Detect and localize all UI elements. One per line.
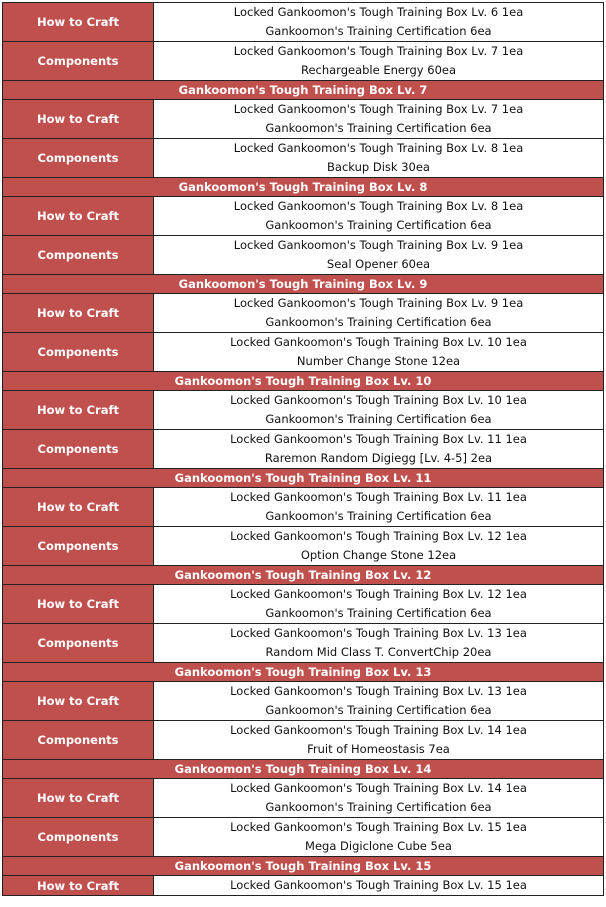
- components-value-cell: [154, 139, 604, 178]
- components-value-cell: [154, 430, 604, 469]
- components-row: [3, 236, 604, 275]
- component-line: Locked Gankoomon's Tough Training Box Lv. 10 1ea: [230, 335, 527, 349]
- craft-line: Locked Gankoomon's Tough Training Box Lv. 12 1ea: [230, 587, 527, 601]
- crafting-table-container: [2, 2, 604, 896]
- component-line: Random Mid Class T. ConvertChip 20ea: [265, 645, 492, 659]
- components-row: [3, 818, 604, 857]
- section-title: Gankoomon's Tough Training Box Lv. 13: [3, 663, 604, 682]
- section-header-row: [3, 178, 604, 197]
- section-header-row: [3, 663, 604, 682]
- components-label: Components: [3, 721, 154, 760]
- section-header-row: [3, 566, 604, 585]
- components-value-cell: [154, 818, 604, 857]
- section-header-row: [3, 469, 604, 488]
- component-line: Raremon Random Digiegg [Lv. 4-5] 2ea: [264, 451, 493, 465]
- section-header-row: [3, 857, 604, 876]
- components-value-cell: [154, 236, 604, 275]
- craft-line: Gankoomon's Training Certification 6ea: [265, 24, 492, 38]
- craft-line: Gankoomon's Training Certification 6ea: [265, 218, 492, 232]
- component-line: Locked Gankoomon's Tough Training Box Lv. 13 1ea: [230, 626, 527, 640]
- craft-row: [3, 391, 604, 430]
- craft-row: [3, 585, 604, 624]
- how-to-craft-label: How to Craft: [3, 876, 154, 896]
- craft-line: Gankoomon's Training Certification 6ea: [265, 606, 492, 620]
- section-title: Gankoomon's Tough Training Box Lv. 10: [3, 372, 604, 391]
- component-line: Locked Gankoomon's Tough Training Box Lv. 14 1ea: [230, 723, 527, 737]
- craft-value-cell: [154, 100, 604, 139]
- section-header-row: [3, 81, 604, 100]
- components-label: Components: [3, 333, 154, 372]
- how-to-craft-label: How to Craft: [3, 391, 154, 430]
- component-line: Locked Gankoomon's Tough Training Box Lv. 7 1ea: [233, 44, 524, 58]
- how-to-craft-label: How to Craft: [3, 488, 154, 527]
- craft-line: Locked Gankoomon's Tough Training Box Lv. 15 1ea: [230, 878, 527, 892]
- section-title: Gankoomon's Tough Training Box Lv. 11: [3, 469, 604, 488]
- component-line: Rechargeable Energy 60ea: [300, 63, 457, 77]
- section-header-row: [3, 275, 604, 294]
- components-label: Components: [3, 527, 154, 566]
- components-row: [3, 430, 604, 469]
- craft-row: [3, 100, 604, 139]
- craft-value-cell: [154, 682, 604, 721]
- section-title: Gankoomon's Tough Training Box Lv. 7: [3, 81, 604, 100]
- component-line: Seal Opener 60ea: [326, 257, 431, 271]
- craft-value-cell: [154, 294, 604, 333]
- craft-line: Locked Gankoomon's Tough Training Box Lv. 13 1ea: [230, 684, 527, 698]
- craft-row: [3, 682, 604, 721]
- components-row: [3, 624, 604, 663]
- craft-line: Gankoomon's Training Certification 6ea: [265, 412, 492, 426]
- craft-value-cell: [154, 3, 604, 42]
- component-line: Fruit of Homeostasis 7ea: [307, 742, 450, 756]
- section-title: Gankoomon's Tough Training Box Lv. 15: [3, 857, 604, 876]
- craft-line: Gankoomon's Training Certification 6ea: [265, 509, 492, 523]
- components-row: [3, 139, 604, 178]
- how-to-craft-label: How to Craft: [3, 3, 154, 42]
- how-to-craft-label: How to Craft: [3, 682, 154, 721]
- components-row: [3, 42, 604, 81]
- craft-line: Gankoomon's Training Certification 6ea: [265, 315, 492, 329]
- components-value-cell: [154, 42, 604, 81]
- components-value-cell: [154, 624, 604, 663]
- craft-value-cell: [154, 197, 604, 236]
- how-to-craft-label: How to Craft: [3, 779, 154, 818]
- craft-line: Locked Gankoomon's Tough Training Box Lv. 14 1ea: [230, 781, 527, 795]
- component-line: Backup Disk 30ea: [327, 160, 430, 174]
- components-row: [3, 527, 604, 566]
- components-label: Components: [3, 624, 154, 663]
- components-label: Components: [3, 236, 154, 275]
- craft-line: Locked Gankoomon's Tough Training Box Lv. 10 1ea: [230, 393, 527, 407]
- craft-value-cell: [154, 876, 604, 896]
- how-to-craft-label: How to Craft: [3, 197, 154, 236]
- craft-row: [3, 779, 604, 818]
- section-title: Gankoomon's Tough Training Box Lv. 14: [3, 760, 604, 779]
- section-header-row: [3, 760, 604, 779]
- how-to-craft-label: How to Craft: [3, 294, 154, 333]
- section-title: Gankoomon's Tough Training Box Lv. 8: [3, 178, 604, 197]
- craft-row: [3, 488, 604, 527]
- craft-row: [3, 294, 604, 333]
- craft-row: [3, 3, 604, 42]
- component-line: Locked Gankoomon's Tough Training Box Lv. 11 1ea: [230, 432, 527, 446]
- craft-line: Locked Gankoomon's Tough Training Box Lv. 11 1ea: [230, 490, 527, 504]
- craft-line: Locked Gankoomon's Tough Training Box Lv. 7 1ea: [233, 102, 524, 116]
- component-line: Locked Gankoomon's Tough Training Box Lv. 8 1ea: [233, 141, 524, 155]
- components-value-cell: [154, 527, 604, 566]
- section-title: Gankoomon's Tough Training Box Lv. 9: [3, 275, 604, 294]
- component-line: Option Change Stone 12ea: [300, 548, 457, 562]
- section-title: Gankoomon's Tough Training Box Lv. 12: [3, 566, 604, 585]
- craft-value-cell: [154, 391, 604, 430]
- components-value-cell: [154, 333, 604, 372]
- component-line: Locked Gankoomon's Tough Training Box Lv. 15 1ea: [230, 820, 527, 834]
- section-header-row: [3, 372, 604, 391]
- craft-line: Locked Gankoomon's Tough Training Box Lv. 9 1ea: [233, 296, 524, 310]
- how-to-craft-label: How to Craft: [3, 100, 154, 139]
- components-label: Components: [3, 818, 154, 857]
- craft-line: Gankoomon's Training Certification 6ea: [265, 121, 492, 135]
- components-row: [3, 721, 604, 760]
- component-line: Number Change Stone 12ea: [296, 354, 461, 368]
- craft-value-cell: [154, 779, 604, 818]
- components-row: [3, 333, 604, 372]
- how-to-craft-label: How to Craft: [3, 585, 154, 624]
- craft-row: [3, 197, 604, 236]
- components-value-cell: [154, 721, 604, 760]
- craft-value-cell: [154, 585, 604, 624]
- components-label: Components: [3, 139, 154, 178]
- craft-value-cell: [154, 488, 604, 527]
- component-line: Locked Gankoomon's Tough Training Box Lv. 12 1ea: [230, 529, 527, 543]
- component-line: Mega Digiclone Cube 5ea: [305, 839, 452, 853]
- craft-line: Locked Gankoomon's Tough Training Box Lv. 8 1ea: [233, 199, 524, 213]
- component-line: Locked Gankoomon's Tough Training Box Lv. 9 1ea: [233, 238, 524, 252]
- components-label: Components: [3, 430, 154, 469]
- craft-row: [3, 876, 604, 896]
- craft-line: Gankoomon's Training Certification 6ea: [265, 703, 492, 717]
- components-label: Components: [3, 42, 154, 81]
- craft-line: Gankoomon's Training Certification 6ea: [265, 800, 492, 814]
- craft-line: Locked Gankoomon's Tough Training Box Lv. 6 1ea: [233, 5, 524, 19]
- crafting-table: [2, 2, 604, 896]
